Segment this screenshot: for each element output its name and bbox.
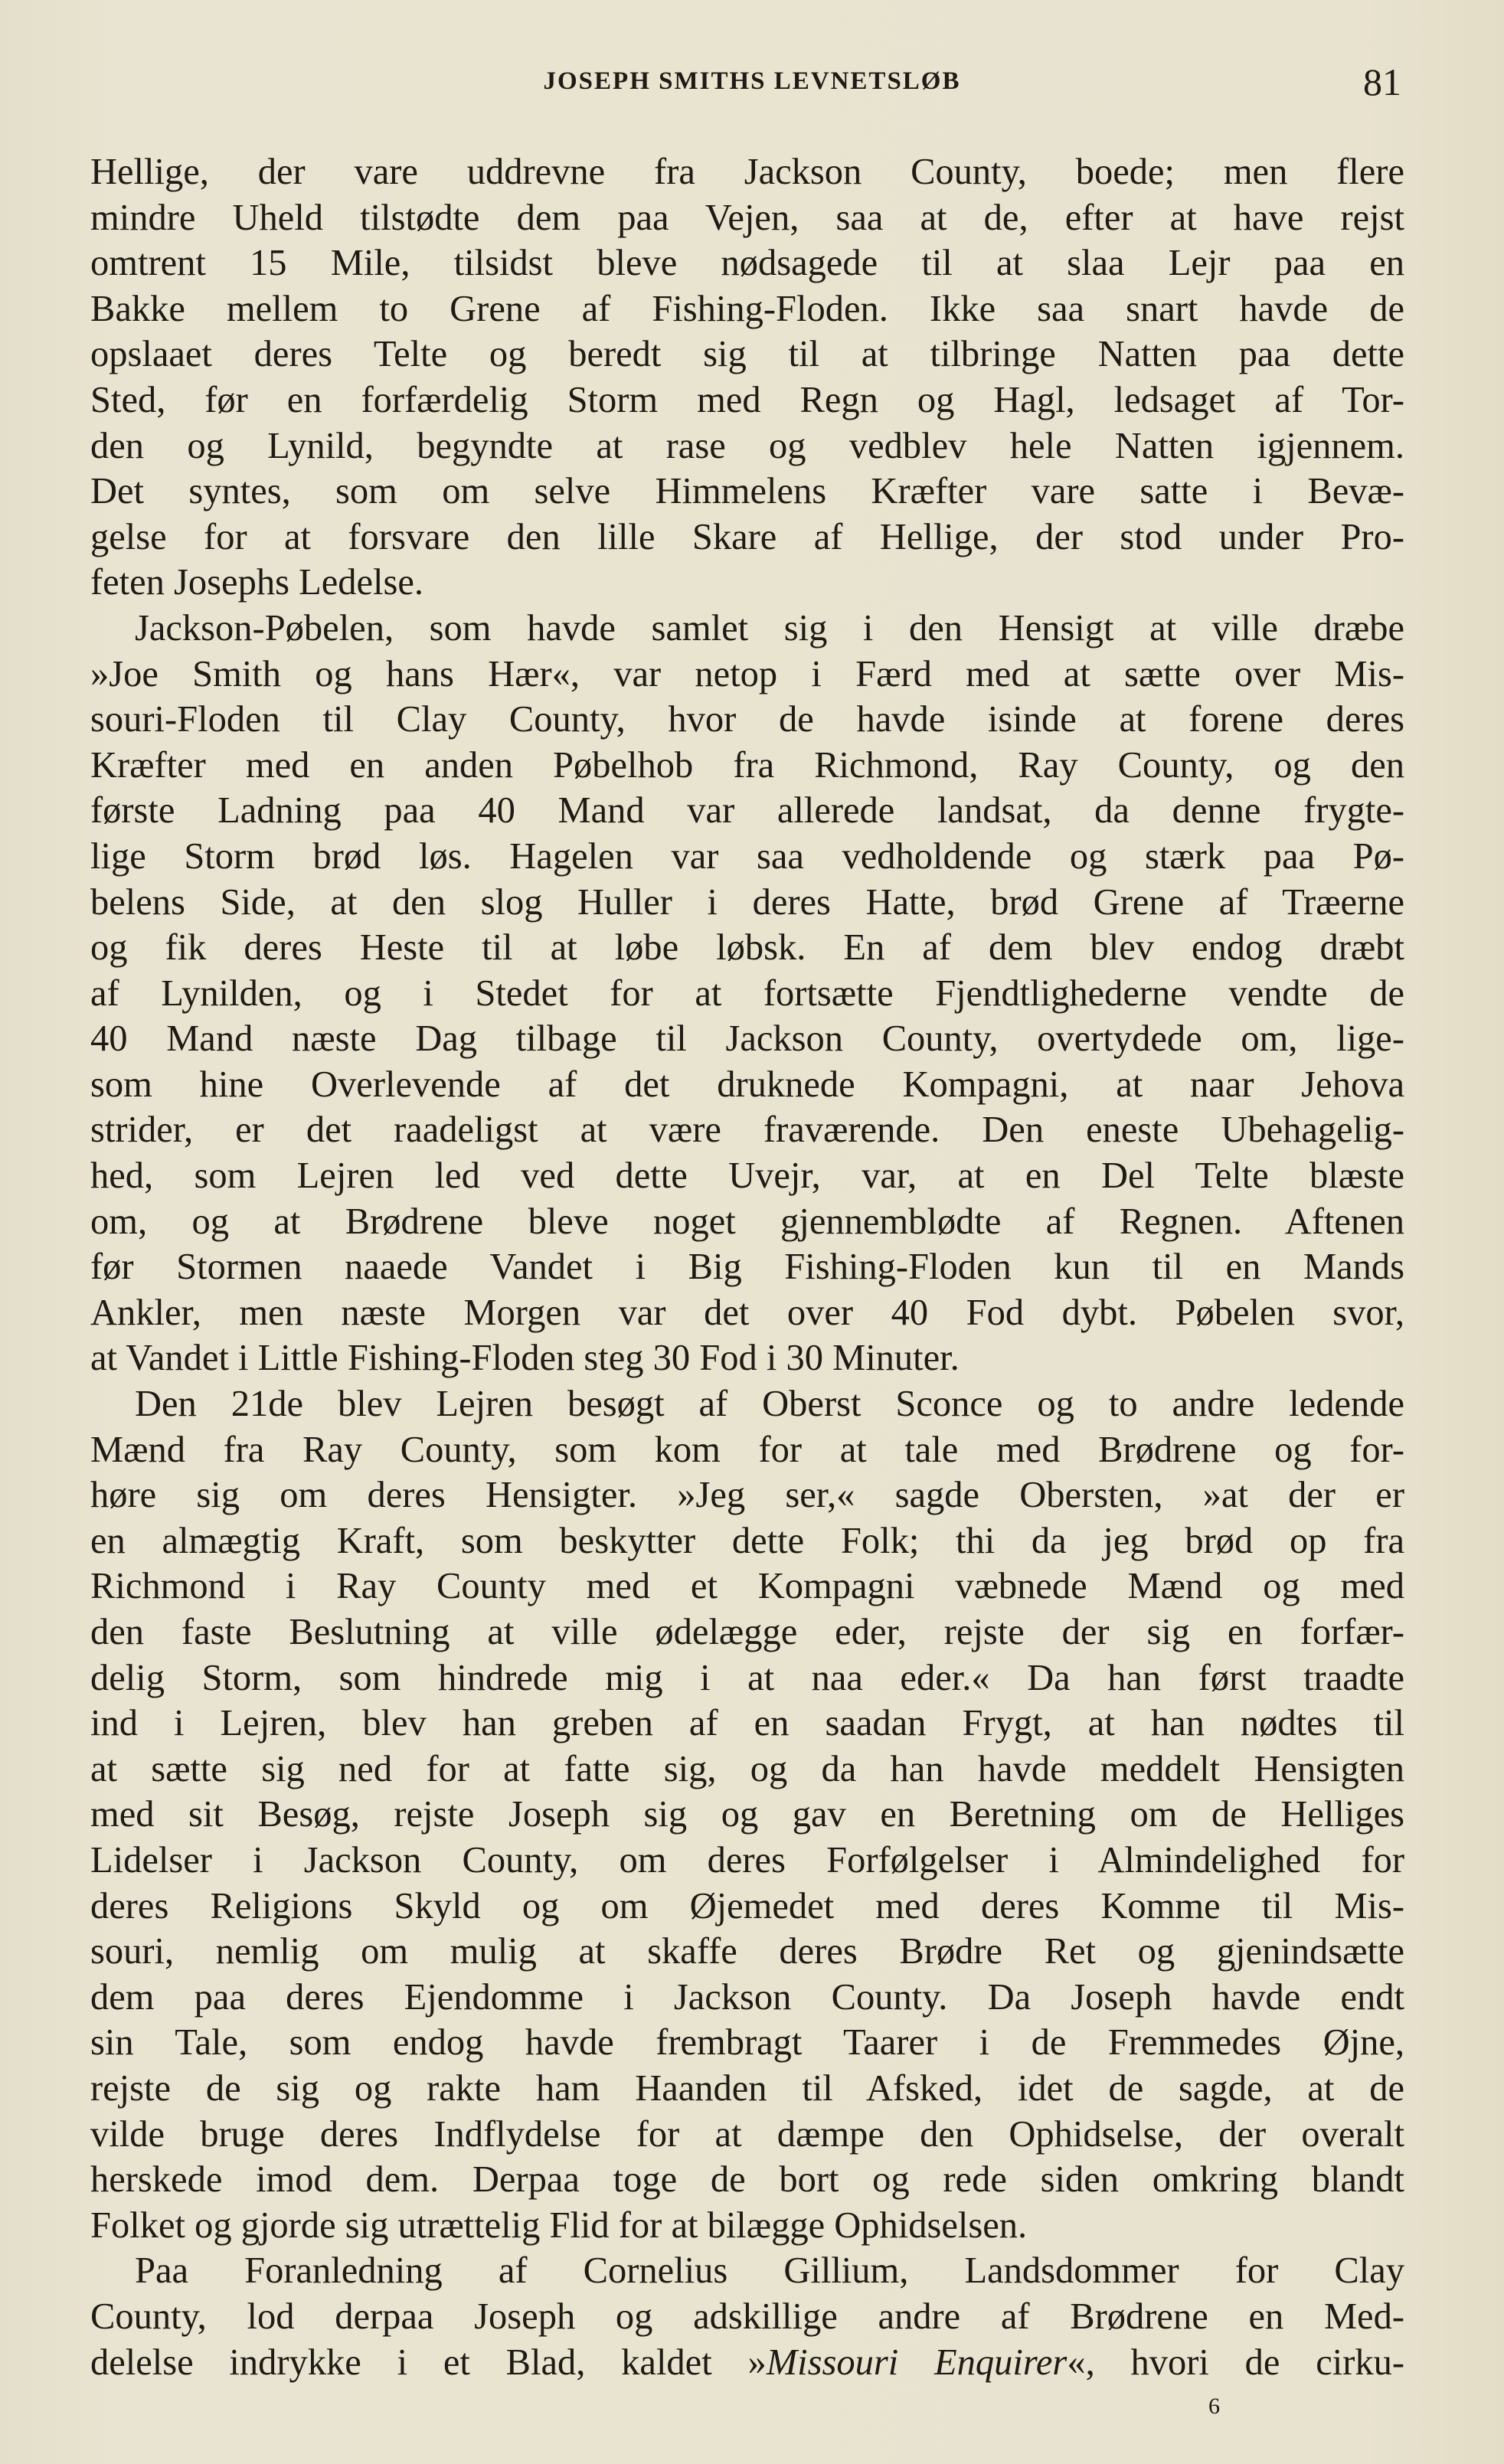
text-line: 40 Mand næste Dag tilbage til Jackson County, overtydede om, lige- (90, 1018, 1404, 1060)
text-line: Ankler, men næste Morgen var det over 40 Fod dybt. Pøbelen svor, (90, 1292, 1404, 1333)
text-line: Richmond i Ray County med et Kompagni væbnede Mænd og med (90, 1566, 1404, 1607)
body-text (90, 149, 1404, 2385)
text-line: belens Side, at den slog Huller i deres Hatte, brød Grene af Træerne (90, 881, 1404, 923)
running-title: JOSEPH SMITHS LEVNETSLØB (543, 67, 961, 95)
text-fragment: «, hvori de cirku- (1067, 2341, 1404, 2383)
text-line: Kræfter med en anden Pøbelhob fra Richmond, Ray County, og den (90, 744, 1404, 786)
text-line: herskede imod dem. Derpaa toge de bort og rede siden omkring blandt (90, 2159, 1404, 2201)
text-line: Jackson-Pøbelen, som havde samlet sig i den Hensigt at ville dræbe (135, 607, 1404, 649)
text-line: Folket og gjorde sig utrættelig Flid for at bilægge Ophidselsen. (90, 2204, 1028, 2246)
running-head (0, 60, 1504, 106)
text-line (90, 2340, 1404, 2386)
text-line: en almægtig Kraft, som beskytter dette Folk; thi da jeg brød op fra (90, 1520, 1404, 1561)
text-line: den og Lynild, begyndte at rase og vedblev hele Natten igjennem. (90, 425, 1404, 466)
text-line: Det syntes, som om selve Himmelens Kræfter vare satte i Bevæ- (90, 471, 1404, 512)
text-line: County, lod derpaa Joseph og adskillige andre af Brødrene en Med- (90, 2296, 1404, 2337)
newspaper-title: Missouri Enquirer (766, 2341, 1068, 2383)
text-line: hed, som Lejren led ved dette Uvejr, var, at en Del Telte blæste (90, 1155, 1404, 1197)
text-line: med sit Besøg, rejste Joseph sig og gav en Beretning om de Helliges (90, 1794, 1404, 1835)
text-line: af Lynilden, og i Stedet for at fortsætte Fjendtlighederne vendte de (90, 972, 1404, 1014)
text-line: Sted, før en forfærdelig Storm med Regn og Hagl, ledsaget af Tor- (90, 379, 1404, 420)
text-line: Mænd fra Ray County, som kom for at tale med Brødrene og for- (90, 1429, 1404, 1470)
text-line: rejste de sig og rakte ham Haanden til Afsked, idet de sagde, at de (90, 2067, 1404, 2109)
text-line: Den 21de blev Lejren besøgt af Oberst Sconce og to andre ledende (135, 1384, 1404, 1425)
text-line: deres Religions Skyld og om Øjemedet med deres Komme til Mis- (90, 1885, 1404, 1926)
text-line: gelse for at forsvare den lille Skare af Hellige, der stod under Pro- (90, 516, 1404, 557)
text-line: souri-Floden til Clay County, hvor de havde isinde at forene deres (90, 699, 1404, 740)
text-line: ind i Lejren, blev han greben af en saadan Frygt, at han nødtes til (90, 1703, 1404, 1744)
text-line: før Stormen naaede Vandet i Big Fishing-Floden kun til en Mands (90, 1247, 1404, 1288)
text-line: høre sig om deres Hensigter. »Jeg ser,« sagde Obersten, »at der er (90, 1475, 1404, 1516)
text-line: om, og at Brødrene bleve noget gjennemblødte af Regnen. Aftenen (90, 1201, 1404, 1242)
text-line: som hine Overlevende af det druknede Kompagni, at naar Jehova (90, 1064, 1404, 1105)
text-line: Lidelser i Jackson County, om deres Forfølgelser i Almindelighed for (90, 1839, 1404, 1881)
page-number: 81 (1363, 60, 1401, 103)
text-line: dem paa deres Ejendomme i Jackson County. Da Joseph havde endt (90, 1976, 1404, 2018)
text-line: den faste Beslutning at ville ødelægge eder, rejste der sig en forfær- (90, 1612, 1404, 1652)
text-line: at sætte sig ned for at fatte sig, og da han havde meddelt Hensigten (90, 1748, 1404, 1789)
text-line: delig Storm, som hindrede mig i at naa eder.« Da han først traadte (90, 1657, 1404, 1698)
text-line: sin Tale, som endog havde frembragt Taarer i de Fremmedes Øjne, (90, 2022, 1404, 2064)
text-line: mindre Uheld tilstødte dem paa Vejen, saa at de, efter at have rejst (90, 197, 1404, 238)
text-line: at Vandet i Little Fishing-Floden steg 30 Fod i 30 Minuter. (90, 1338, 960, 1379)
text-line: opslaaet deres Telte og beredt sig til at tilbringe Natten paa dette (90, 334, 1404, 375)
text-line: og fik deres Heste til at løbe løbsk. En af dem blev endog dræbt (90, 927, 1404, 969)
text-line: souri, nemlig om mulig at skaffe deres Brødre Ret og gjenindsætte (90, 1931, 1404, 1972)
text-line: »Joe Smith og hans Hær«, var netop i Færd med at sætte over Mis- (90, 653, 1404, 694)
text-line: Hellige, der vare uddrevne fra Jackson County, boede; men flere (90, 152, 1404, 192)
text-line: lige Storm brød løs. Hagelen var saa vedholdende og stærk paa Pø- (90, 835, 1404, 877)
text-line: omtrent 15 Mile, tilsidst bleve nødsagede til at slaa Lejr paa en (90, 243, 1404, 284)
text-line: første Ladning paa 40 Mand var allerede landsat, da denne frygte- (90, 790, 1404, 832)
text-line: Bakke mellem to Grene af Fishing-Floden. Ikke saa snart havde de (90, 288, 1404, 329)
text-line: vilde bruge deres Indflydelse for at dæmpe den Ophidselse, der overalt (90, 2113, 1404, 2155)
text-line: feten Josephs Ledelse. (90, 562, 424, 603)
signature-mark: 6 (1208, 2394, 1220, 2419)
text-line: strider, er det raadeligst at være fraværende. Den eneste Ubehagelig- (90, 1109, 1404, 1151)
text-line: Paa Foranledning af Cornelius Gillium, Landsdommer for Clay (135, 2250, 1404, 2292)
text-fragment: delelse indrykke i et Blad, kaldet » (90, 2341, 767, 2383)
